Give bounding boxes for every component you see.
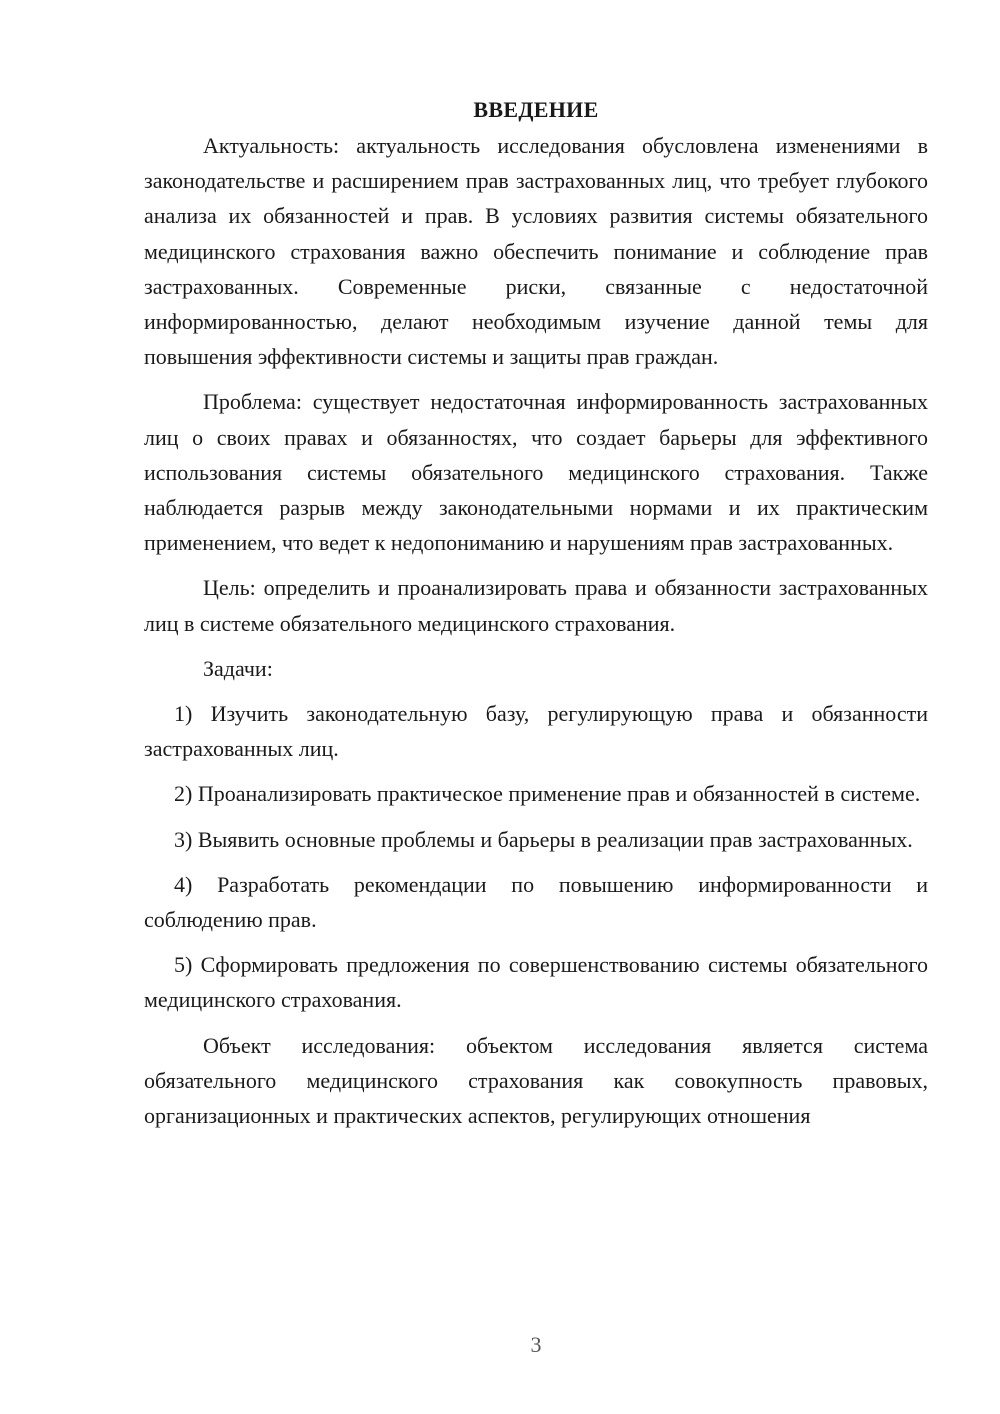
page-number: 3 (530, 1332, 542, 1357)
paragraph-object: Объект исследования: объектом исследования является система обязательного медицинского страхования как совокупность правовых, организационных и практических аспектов, регулирующих отношения (144, 1032, 928, 1129)
task-item-1: 1) Изучить законодательную базу, регулирующую права и обязанности застрахованных лиц. (144, 701, 928, 762)
task-item-2: 2) Проанализировать практическое применение прав и обязанностей в системе. (174, 781, 921, 807)
task-item-4: 4) Разработать рекомендации по повышению информированности и соблюдению прав. (144, 871, 928, 933)
tasks-heading: Задачи: (203, 655, 273, 681)
task-item-3: 3) Выявить основные проблемы и барьеры в реализации прав застрахованных. (174, 826, 913, 852)
task-item-5: 5) Сформировать предложения по совершенствованию системы обязательного медицинского страхования. (144, 952, 928, 1013)
paragraph-goal: Цель: определить и проанализировать права и обязанности застрахованных лиц в системе обязательного медицинского страхования. (144, 575, 928, 636)
paragraph-problem: Проблема: существует недостаточная информированность застрахованных лиц о своих правах и обязанностях, что создает барьеры для эффективного использования системы обязательного медицинского страхования. Также наблюдается разрыв между законодательными нормами и их практическим применением, что ведет к недопониманию и нарушениям прав застрахованных. (144, 389, 928, 556)
document-title: ВВЕДЕНИЕ (473, 97, 599, 122)
paragraph-relevance: Актуальность: актуальность исследования обусловлена изменениями в законодательстве и расширением прав застрахованных лиц, что требует глубокого анализа их обязанностей и прав. В условиях развития системы обязательного медицинского страхования важно обеспечить понимание и соблюдение прав застрахованных. Современные риски, связанные с недостаточной информированностью, делают необходимым изучение данной темы для повышения эффективности системы и защиты прав граждан. (144, 133, 928, 370)
document-page (144, 92, 928, 1143)
